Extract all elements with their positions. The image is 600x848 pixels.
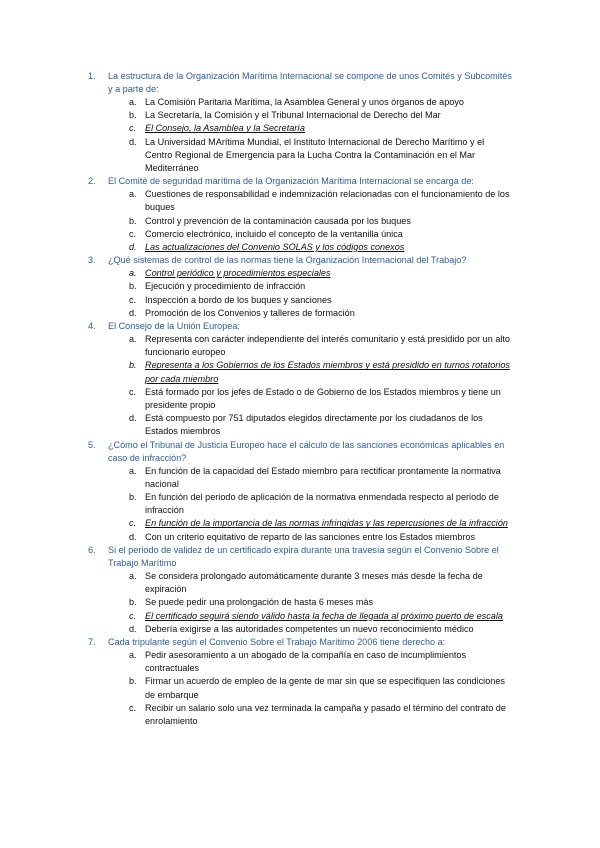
- answer-option: [129, 228, 513, 241]
- option-letter: c.: [129, 228, 137, 239]
- option-letter: c.: [129, 610, 137, 621]
- answer-option: [129, 96, 513, 109]
- option-text: La Secretaría, la Comisión y el Tribunal Internacional de Derecho del Mar: [145, 110, 441, 121]
- question-item: [88, 254, 518, 320]
- option-letter: a.: [129, 570, 137, 581]
- option-letter: b.: [129, 281, 137, 292]
- option-text: Control periódico y procedimientos especiales: [145, 268, 331, 279]
- option-letter: a.: [129, 465, 137, 476]
- option-text: El certificado seguirá siendo válido hasta la fecha de llegada al próximo puerto de escala: [145, 610, 503, 621]
- option-letter: c.: [129, 518, 137, 529]
- answer-option: [129, 531, 513, 544]
- option-letter: a.: [129, 334, 137, 345]
- answer-option: [129, 649, 513, 675]
- option-letter: a.: [129, 97, 137, 107]
- answer-option: [129, 491, 513, 517]
- answer-options: [129, 570, 513, 636]
- question-text: ¿Cómo el Tribunal de Justicia Europeo hace el cálculo de las sanciones económicas aplicables en caso de infracción?: [108, 439, 505, 463]
- option-letter: b.: [129, 597, 137, 608]
- option-text: Está compuesto por 751 diputados elegidos directamente por los ciudadanos de los Estados miembros: [145, 413, 483, 437]
- answer-options: [129, 649, 513, 728]
- option-text: Control y prevención de la contaminación causada por los buques: [145, 215, 411, 226]
- question-text: La estructura de la Organización Marítima Internacional se compone de unos Comités y Subcomités y a parte de:: [108, 71, 512, 94]
- option-text: Firmar un acuerdo de empleo de la gente de mar sin que se especifiquen las condiciones de embarque: [145, 676, 505, 700]
- question-item: [88, 70, 518, 175]
- question-text: El Comité de seguridad marítima de la Organización Marítima Internacional se encarga de:: [108, 176, 474, 187]
- option-text: Representa a los Gobiernos de los Estados miembros y está presidido en turnos rotatorios por cada miembro: [145, 360, 510, 384]
- answer-options: [129, 465, 513, 544]
- answer-option: [129, 280, 513, 293]
- question-text: El Consejo de la Unión Europea:: [108, 321, 240, 332]
- option-letter: d.: [129, 531, 137, 542]
- option-text: Se considera prolongado automáticamente durante 3 meses más desde la fecha de expiración: [145, 570, 483, 595]
- option-text: Pedir asesoramiento a un abogado de la compañía en caso de incumplimientos contractuales: [145, 649, 467, 674]
- option-letter: c.: [129, 123, 137, 134]
- question-number: 2.: [88, 176, 96, 187]
- question-item: [88, 544, 518, 636]
- answer-option-correct: [129, 267, 513, 280]
- question-list: [0, 70, 600, 728]
- option-letter: b.: [129, 676, 137, 687]
- question-number: 4.: [88, 321, 96, 332]
- option-text: Con un criterio equitativo de reparto de las sanciones entre los Estados miembros: [145, 531, 476, 542]
- option-text: Debería exigirse a las autoridades competentes un nuevo reconocimiento médico: [145, 623, 474, 634]
- option-text: El Consejo, la Asamblea y la Secretaría: [145, 123, 305, 134]
- option-text: Comercio electrónico, incluido el concepto de la ventanilla única: [145, 228, 403, 239]
- answer-option: [129, 188, 513, 214]
- option-text: Representa con carácter independiente del interés comunitario y está presidido por un alto funcionario europeo: [145, 334, 510, 358]
- option-text: En función de la capacidad del Estado miembro para rectificar prontamente la normativa nacional: [145, 465, 501, 489]
- answer-option: [129, 294, 513, 307]
- option-letter: a.: [129, 189, 137, 200]
- option-text: En función del periodo de aplicación de la normativa enmendada respecto al periodo de infracción: [145, 492, 499, 516]
- answer-option: [129, 333, 513, 359]
- option-text: Ejecución y procedimiento de infracción: [145, 281, 306, 292]
- option-text: La Universidad MArítima Mundial, el Instituto Internacional de Derecho Marítimo y el Centro Regional de Emergencia para la Lucha Contra la Contaminación en el Mar Mediterráneo: [145, 136, 485, 174]
- answer-option: [129, 596, 513, 609]
- question-item: [88, 175, 518, 254]
- option-text: En función de la importancia de las normas infringidas y las repercusiones de la infracción: [145, 518, 508, 529]
- question-number: 3.: [88, 255, 96, 266]
- question-item: [88, 636, 518, 728]
- option-letter: a.: [129, 649, 137, 660]
- option-letter: d.: [129, 307, 137, 318]
- answer-option-correct: [129, 517, 513, 530]
- answer-option: [129, 307, 513, 320]
- answer-option-correct: [129, 122, 513, 135]
- question-number: 1.: [88, 71, 96, 81]
- answer-option: [129, 109, 513, 122]
- answer-option: [129, 215, 513, 228]
- answer-options: [129, 188, 513, 254]
- answer-option: [129, 702, 513, 728]
- answer-option: [129, 136, 513, 176]
- answer-option-correct: [129, 359, 513, 385]
- answer-option-correct: [129, 610, 513, 623]
- option-letter: d.: [129, 136, 137, 147]
- question-item: [88, 320, 518, 439]
- answer-option: [129, 675, 513, 701]
- option-letter: b.: [129, 360, 137, 371]
- option-letter: c.: [129, 386, 137, 397]
- answer-option: [129, 570, 513, 596]
- option-letter: c.: [129, 702, 137, 713]
- question-text: ¿Qué sistemas de control de las normas tiene la Organización Internacional del Trabajo?: [108, 255, 467, 266]
- option-letter: d.: [129, 242, 137, 253]
- answer-option-correct: [129, 241, 513, 254]
- answer-option: [129, 412, 513, 438]
- option-text: Las actualizaciones del Convenio SOLAS y los códigos conexos: [145, 242, 405, 253]
- option-letter: b.: [129, 110, 137, 121]
- option-text: Se puede pedir una prolongación de hasta 6 meses más: [145, 597, 374, 608]
- answer-option: [129, 465, 513, 491]
- question-text: Si el periodo de validez de un certificado expira durante una travesía según el Convenio Sobre el Trabajo Marítimo: [108, 544, 499, 568]
- option-letter: b.: [129, 215, 137, 226]
- option-text: Está formado por los jefes de Estado o de Gobierno de los Estados miembros y tiene un presidente propio: [145, 386, 501, 411]
- option-text: Cuestiones de responsabilidad e indemnización relacionadas con el funcionamiento de los buques: [145, 189, 510, 213]
- option-text: Inspección a bordo de los buques y sanciones: [145, 294, 332, 305]
- answer-options: [129, 96, 513, 175]
- option-letter: b.: [129, 492, 137, 503]
- answer-options: [129, 333, 513, 439]
- option-letter: a.: [129, 268, 137, 279]
- question-number: 7.: [88, 636, 96, 647]
- answer-option: [129, 623, 513, 636]
- question-item: [88, 439, 518, 544]
- question-number: 6.: [88, 544, 96, 555]
- option-text: Promoción de los Convenios y talleres de formación: [145, 307, 355, 318]
- option-text: Recibir un salario solo una vez terminada la campaña y pasado el término del contrato de enrolamiento: [145, 702, 506, 726]
- option-text: La Comisión Paritaria Marítima, la Asamblea General y unos órganos de apoyo: [145, 97, 464, 107]
- question-text: Cada tripulante según el Convenio Sobre el Trabajo Marítimo 2006 tiene derecho a:: [108, 636, 446, 647]
- option-letter: d.: [129, 413, 137, 424]
- answer-option: [129, 386, 513, 412]
- option-letter: c.: [129, 294, 137, 305]
- answer-options: [129, 267, 513, 320]
- question-number: 5.: [88, 439, 96, 450]
- option-letter: d.: [129, 623, 137, 634]
